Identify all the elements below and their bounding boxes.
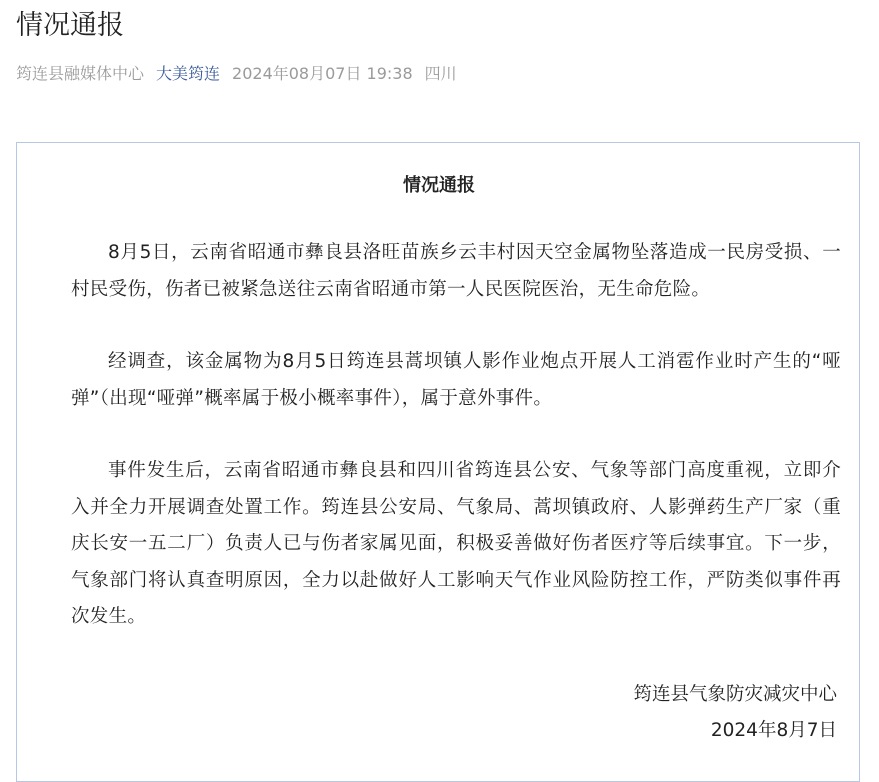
paragraph-response: 事件发生后，云南省昭通市彝良县和四川省筠连县公安、气象等部门高度重视，立即介入并全力开展调查处置工作。筠连县公安局、气象局、蒿坝镇政府、人影弹药生产厂家（重庆长安一五二厂）负责人已与伤者家属见面，积极妥善做好伤者医疗等后续事宜。下一步，气象部门将认真查明原因，全力以赴做好人工影响天气作业风险防控工作，严防类似事件再次发生。	[71, 460, 841, 627]
signature-block	[633, 677, 837, 749]
page-title: 情况通报	[16, 10, 124, 41]
article-meta	[16, 63, 457, 85]
notice-box	[16, 142, 860, 782]
paragraph-incident: 8月5日，云南省昭通市彝良县洛旺苗族乡云丰村因天空金属物坠落造成一民房受损、一村民受伤，伤者已被紧急送往云南省昭通市第一人民医院医治，无生命危险。	[71, 242, 841, 300]
source-label: 筠连县融媒体中心	[16, 64, 145, 83]
account-link[interactable]: 大美筠连	[156, 64, 221, 83]
publish-timestamp: 2024年08月07日 19:38	[232, 64, 413, 83]
signature-date: 2024年8月7日	[710, 720, 837, 741]
paragraph-investigation: 经调查，该金属物为8月5日筠连县蒿坝镇人影作业炮点开展人工消雹作业时产生的“哑弹”（出现“哑弹”概率属于极小概率事件），属于意外事件。	[71, 351, 841, 409]
notice-heading: 情况通报	[403, 175, 475, 196]
region-label: 四川	[424, 64, 457, 83]
notice-body	[71, 235, 841, 636]
signature-org: 筠连县气象防灾减灾中心	[633, 684, 837, 705]
